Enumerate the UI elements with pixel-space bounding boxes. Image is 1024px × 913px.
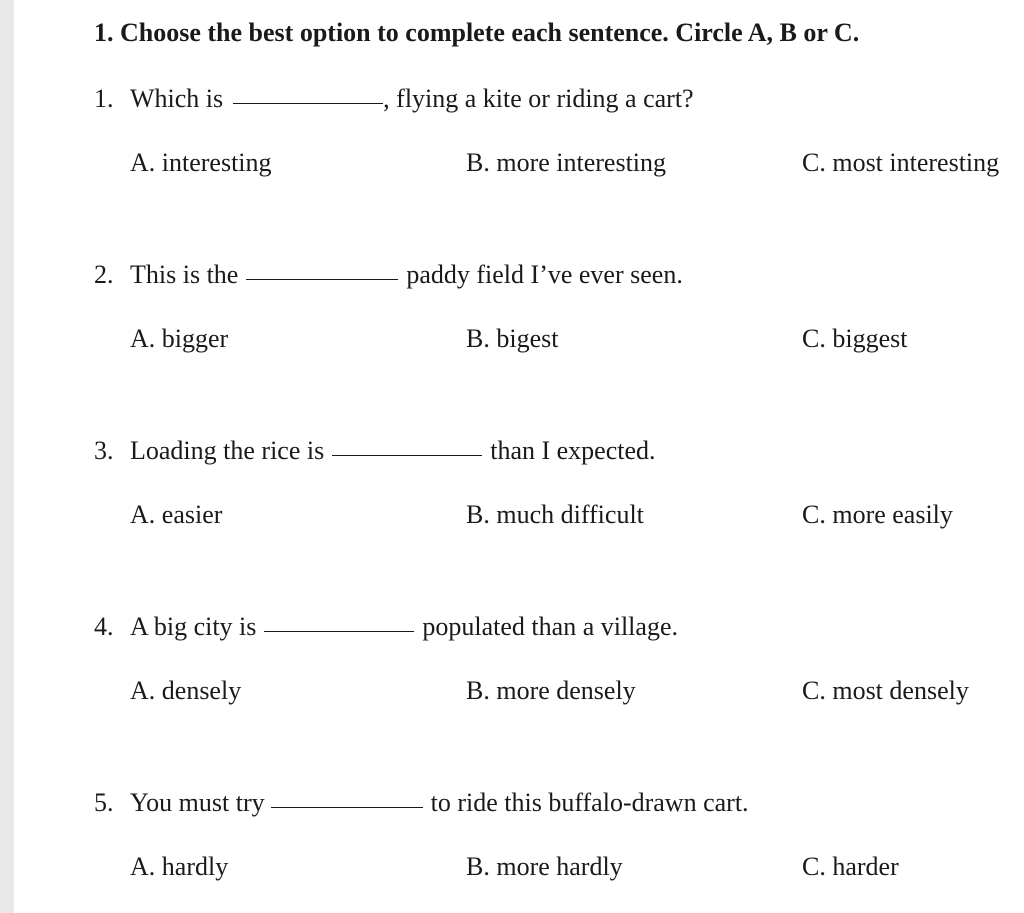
option-c[interactable]: C. harder <box>802 852 899 881</box>
option-a[interactable]: A. interesting <box>130 148 272 177</box>
option-c[interactable]: C. most densely <box>802 676 969 705</box>
option-c[interactable]: C. biggest <box>802 324 908 353</box>
question-number: 5. <box>94 788 114 817</box>
question-number: 1. <box>94 84 114 113</box>
question-text-after: to ride this buffalo-drawn cart. <box>430 788 749 817</box>
answer-blank <box>233 103 383 104</box>
option-a[interactable]: A. hardly <box>130 852 229 881</box>
question-1 <box>94 84 694 114</box>
question-text-before: Which is <box>130 84 224 113</box>
option-a[interactable]: A. bigger <box>130 324 229 353</box>
question-text-before: Loading the rice is <box>130 436 325 465</box>
question-text-after: populated than a village. <box>422 612 678 641</box>
option-a[interactable]: A. easier <box>130 500 223 529</box>
exercise-title: 1. Choose the best option to complete each sentence. Circle A, B or C. <box>94 18 860 47</box>
question-text-after: , flying a kite or riding a cart? <box>383 84 694 113</box>
option-b[interactable]: B. much difficult <box>466 500 644 529</box>
option-b[interactable]: B. more hardly <box>466 852 623 881</box>
question-text-before: A big city is <box>130 612 257 641</box>
question-2 <box>94 260 683 290</box>
answer-blank <box>264 631 414 632</box>
answer-blank <box>246 279 398 280</box>
answer-blank <box>332 455 482 456</box>
question-4 <box>94 612 678 642</box>
worksheet-page <box>14 0 1024 913</box>
question-number: 3. <box>94 436 114 465</box>
question-number: 2. <box>94 260 114 289</box>
question-text-after: than I expected. <box>490 436 656 465</box>
option-a[interactable]: A. densely <box>130 676 242 705</box>
question-5 <box>94 788 749 818</box>
answer-blank <box>271 807 423 808</box>
question-text-before: This is the <box>130 260 239 289</box>
question-3 <box>94 436 656 466</box>
option-b[interactable]: B. bigest <box>466 324 559 353</box>
question-text-after: paddy field I’ve ever seen. <box>406 260 683 289</box>
question-text-before: You must try <box>130 788 265 817</box>
option-c[interactable]: C. more easily <box>802 500 953 529</box>
option-b[interactable]: B. more interesting <box>466 148 667 177</box>
option-c[interactable]: C. most interesting <box>802 148 1000 177</box>
option-b[interactable]: B. more densely <box>466 676 636 705</box>
question-number: 4. <box>94 612 114 641</box>
